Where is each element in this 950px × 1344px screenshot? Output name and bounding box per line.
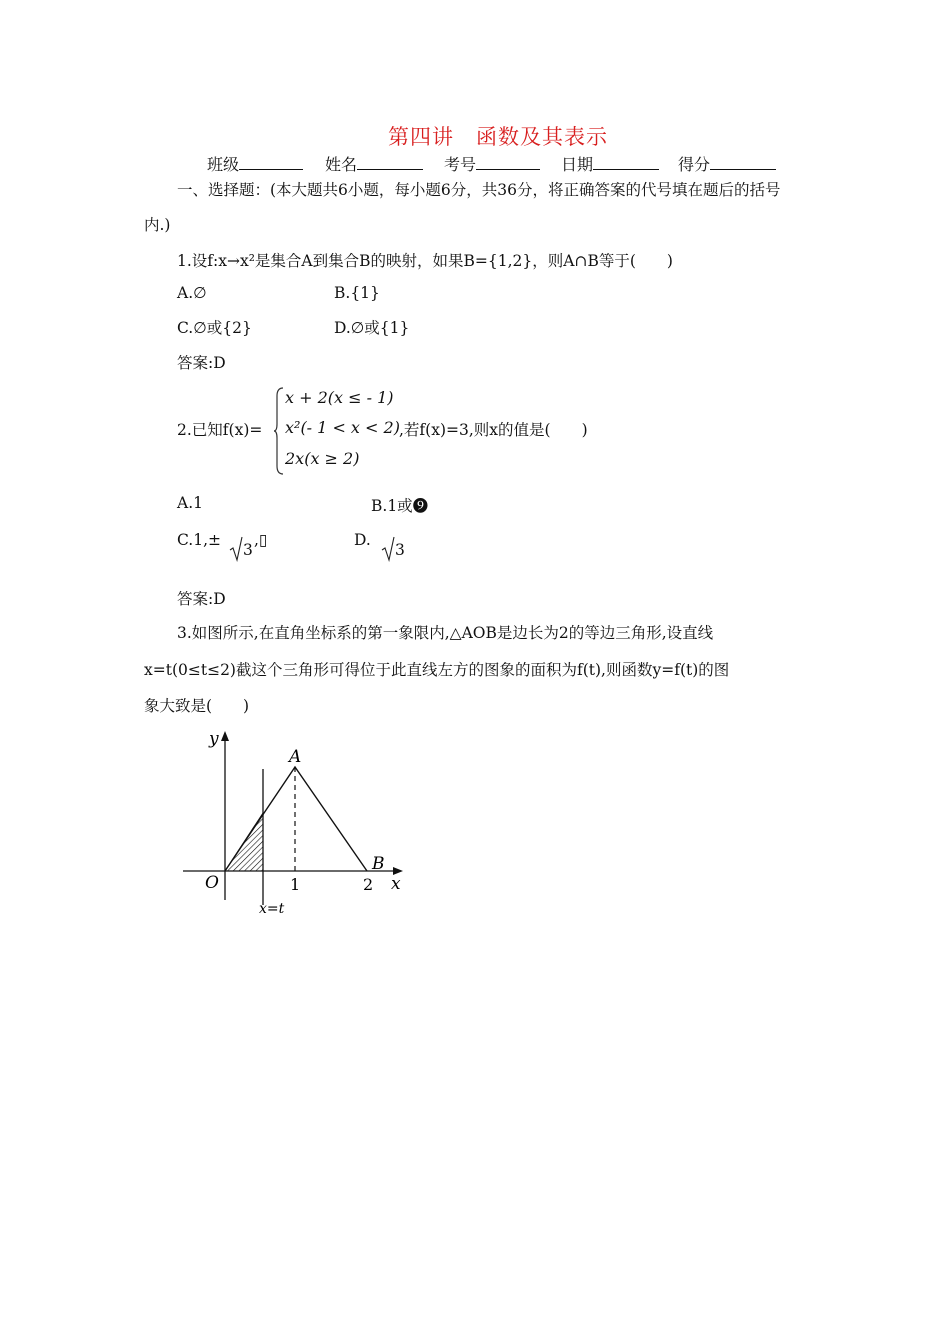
id-blank [476,155,540,170]
q2-option-c: C.1,± [177,531,222,549]
q1-option-d: D.∅或{1} [334,319,410,337]
q1-stem: 1.设f:x→x²是集合A到集合B的映射，如果B={1,2}，则A∩B等于( ) [177,252,673,270]
id-field [444,152,540,175]
tick-2-label: 2 [363,875,374,894]
page-title: 第四讲 函数及其表示 [388,125,608,149]
q2-case-3: 2x(x ≥ 2) [285,449,360,468]
q2-case-1: x + 2(x ≤ - 1) [285,388,394,407]
q1-option-a: A.∅ [177,284,207,302]
line-x-equals-t-label: x=t [259,901,285,917]
q2-option-d-radical [381,536,395,562]
q3-figure [175,725,410,920]
name-blank [357,155,423,170]
q3-line3: 象大致是( ) [144,697,250,715]
x-axis-label: x [391,874,401,894]
name-field [325,152,423,175]
class-blank [239,155,303,170]
q2-suffix: ,若f(x)=3,则x的值是( ) [399,421,588,439]
class-field [207,152,303,175]
q3-line2: x=t(0≤t≤2)截这个三角形可得位于此直线左方的图象的面积为f(t),则函数y=f(t)的图 [144,661,730,679]
q3-line1: 3.如图所示,在直角坐标系的第一象限内,△AOB是边长为2的等边三角形,设直线 [177,624,714,642]
q2-option-b: B.1或❾ [371,497,429,515]
q2-option-a: A.1 [177,494,203,512]
q2-prefix: 2.已知f(x)= [177,421,263,439]
q2-case-2: x²(- 1 < x < 2) [285,418,400,437]
name-label: 姓名 [325,155,358,174]
q1-answer: 答案:D [177,354,226,372]
q2-option-c-radical [229,536,243,562]
id-label: 考号 [444,155,477,174]
origin-label: O [205,873,219,893]
q2-option-d: D. [354,531,371,549]
tick-1-label: 1 [290,875,301,894]
vertex-b-label: B [372,854,385,874]
section-heading-line2: 内.) [144,216,171,234]
score-blank [710,155,776,170]
y-axis-arrow [221,731,229,741]
score-field [678,152,776,175]
score-label: 得分 [678,155,711,174]
y-axis-label: y [209,729,219,749]
date-label: 日期 [561,155,594,174]
q2-option-d-root: 3 [395,541,405,559]
q1-option-c: C.∅或{2} [177,319,252,337]
q1-option-b: B.{1} [334,284,380,302]
vertex-a-label: A [289,747,302,767]
q2-left-brace [273,386,285,476]
q2-option-c-tail: ,▯ [254,531,268,549]
section-heading-line1: 一、选择题：(本大题共6小题，每小题6分，共36分，将正确答案的代号填在题后的括号 [177,181,781,199]
q2-option-c-root: 3 [243,541,253,559]
q2-answer: 答案:D [177,590,226,608]
date-blank [593,155,659,170]
class-label: 班级 [207,155,240,174]
date-field [561,152,659,175]
